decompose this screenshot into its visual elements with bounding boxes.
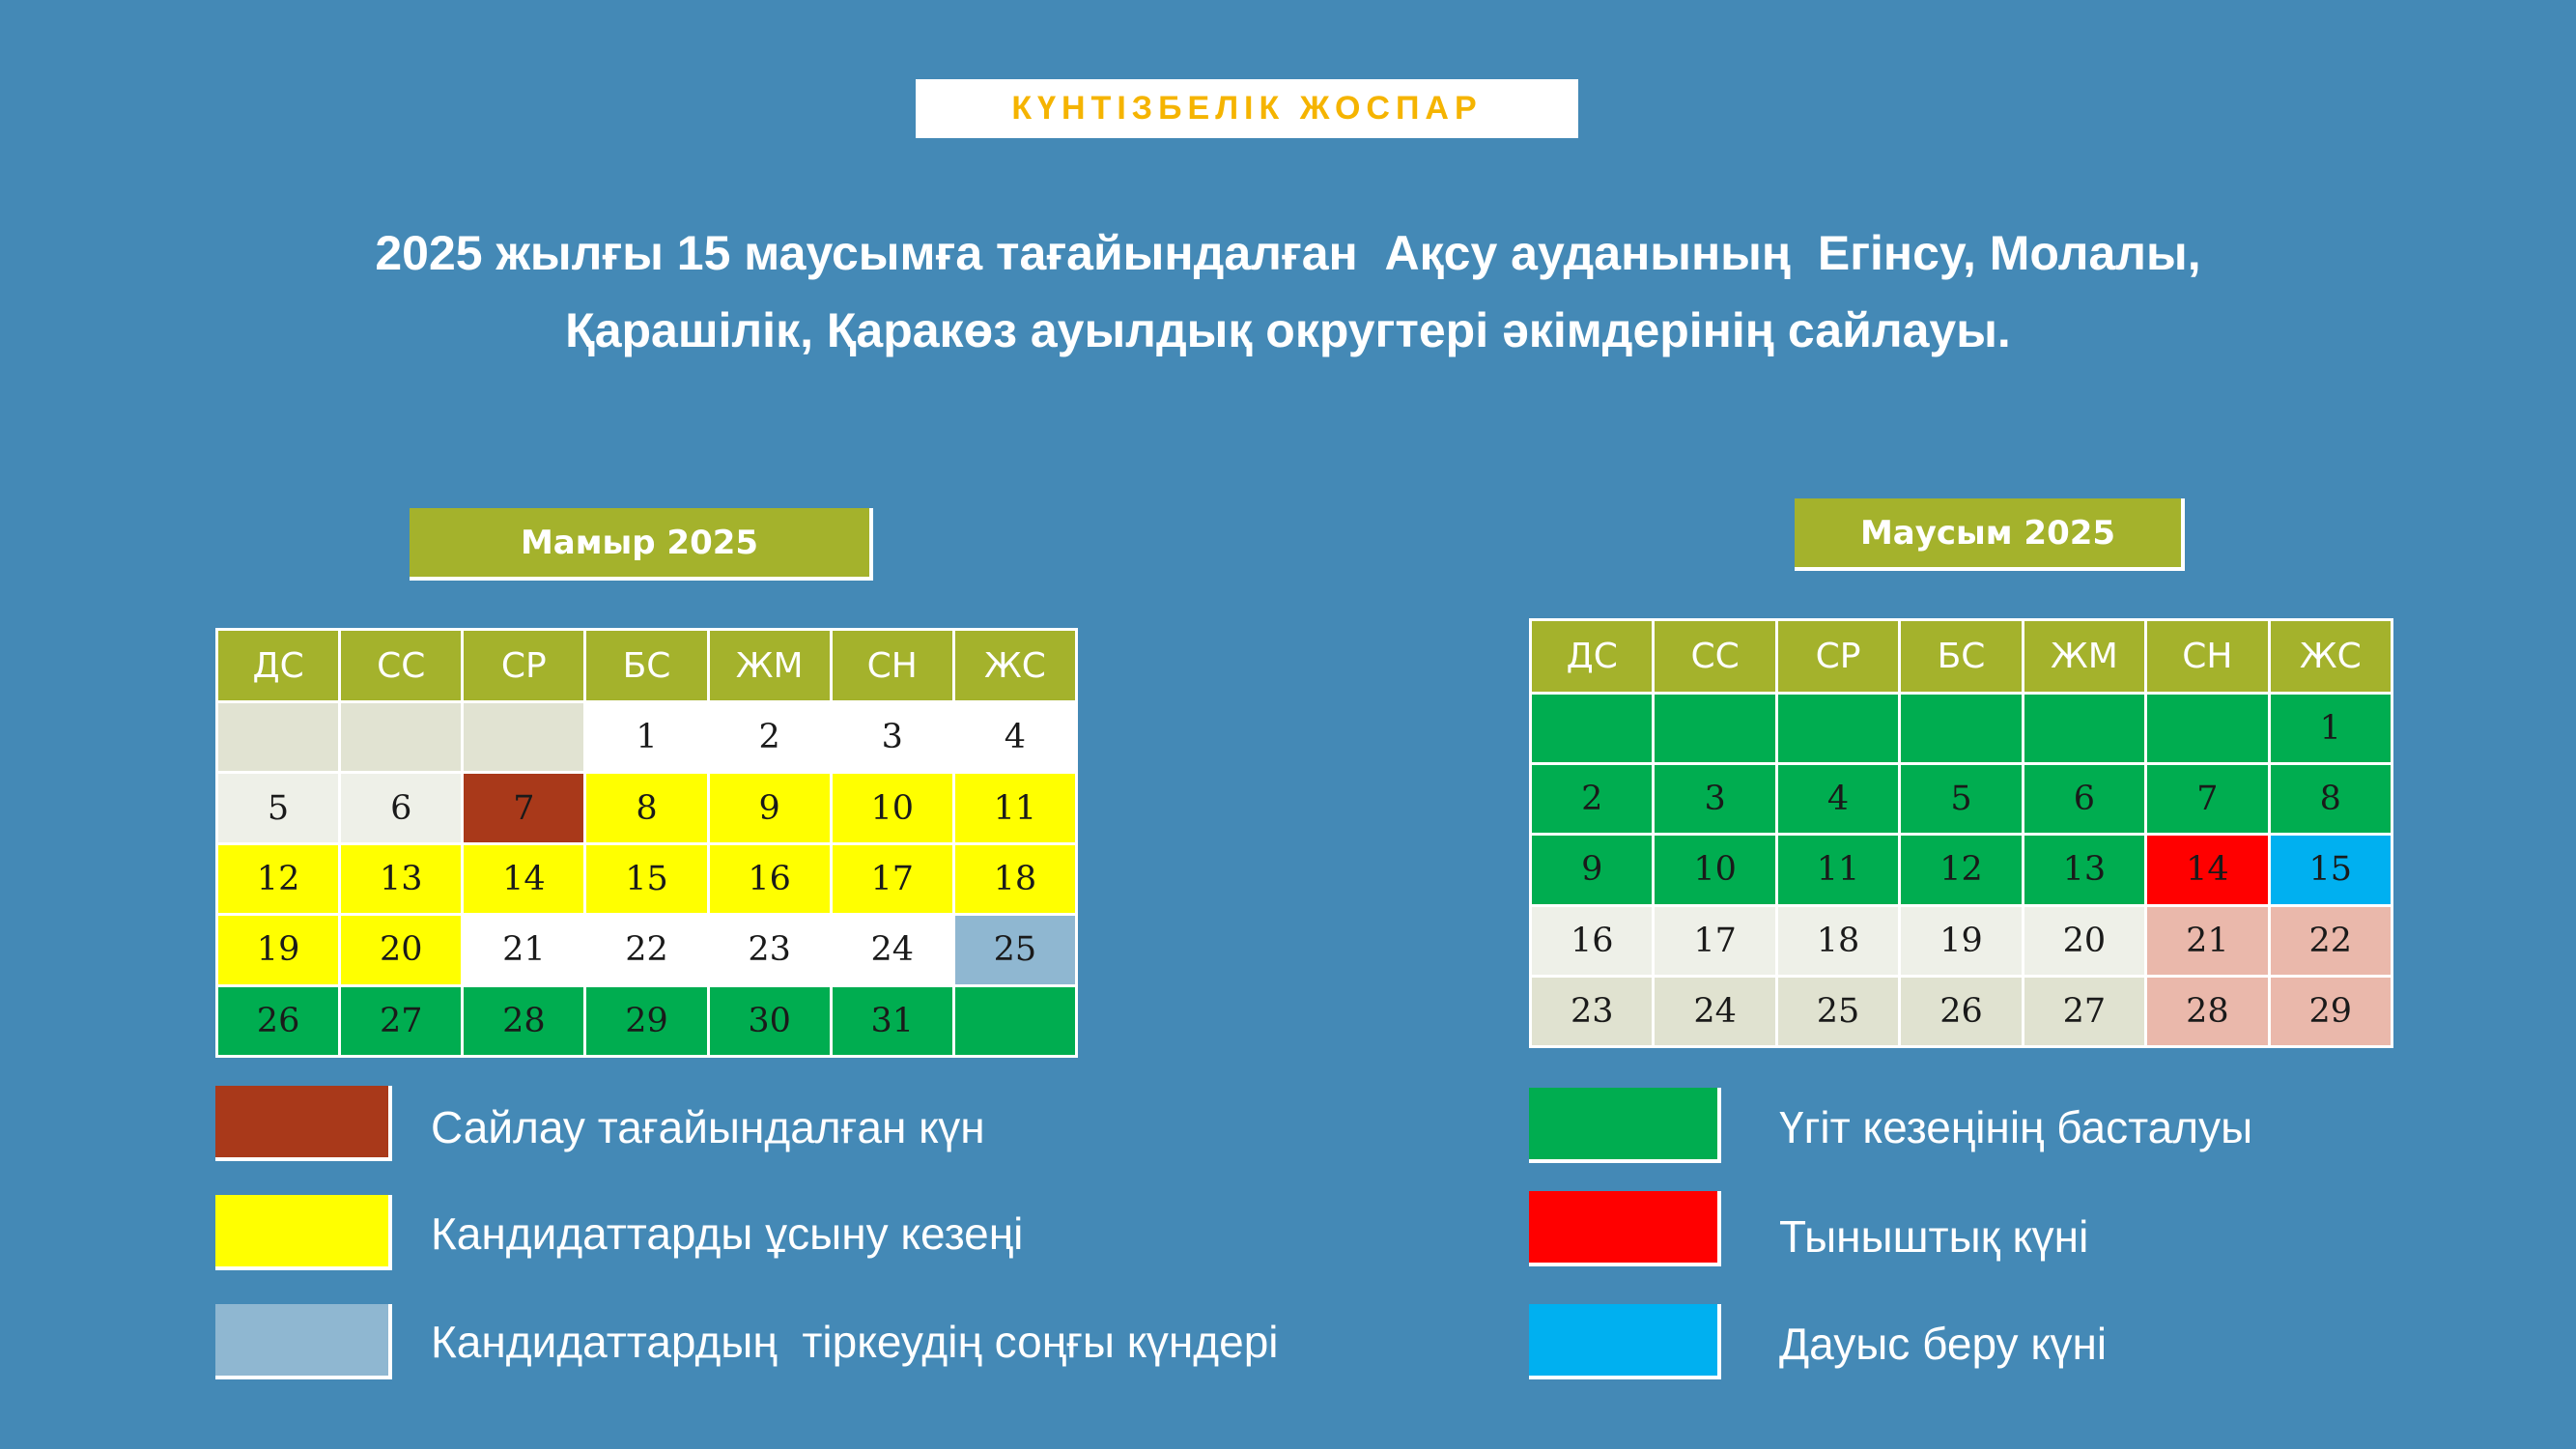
day-cell-19: 19 [1901, 907, 2021, 975]
day-cell-18: 18 [1778, 907, 1898, 975]
weekday-header-бс: БС [1901, 621, 2021, 692]
day-cell-1: 1 [586, 703, 706, 771]
legend-label-nomination-yellow: Кандидаттарды ұсыну кезеңі [431, 1208, 1024, 1259]
empty-day-cell [341, 703, 461, 771]
legend-swatch-registration-lightblue [215, 1304, 392, 1379]
weekday-header-ср: СР [464, 631, 583, 700]
day-cell-26: 26 [218, 987, 338, 1055]
day-cell-9: 9 [1532, 836, 1652, 903]
day-cell-20: 20 [341, 916, 461, 983]
legend-label-campaign-green: Үгіт кезеңінің басталуы [1779, 1102, 2253, 1152]
day-cell-10: 10 [1655, 836, 1774, 903]
day-cell-27: 27 [2024, 978, 2144, 1045]
day-cell-18: 18 [955, 845, 1075, 913]
empty-day-cell [1901, 695, 2021, 762]
legend-swatch-silence-red [1529, 1191, 1721, 1266]
empty-day-cell [1655, 695, 1774, 762]
day-cell-12: 12 [1901, 836, 2021, 903]
day-cell-24: 24 [833, 916, 952, 983]
weekday-header-ср: СР [1778, 621, 1898, 692]
day-cell-3: 3 [1655, 765, 1774, 833]
day-cell-8: 8 [2271, 765, 2391, 833]
day-cell-14: 14 [2147, 836, 2267, 903]
legend-label-registration-lightblue: Кандидаттардың тіркеудің соңғы күндері [431, 1317, 1279, 1367]
day-cell-11: 11 [1778, 836, 1898, 903]
day-cell-31: 31 [833, 987, 952, 1055]
legend-label-silence-red: Тыныштық күні [1779, 1211, 2089, 1262]
day-cell-1: 1 [2271, 695, 2391, 762]
day-cell-2: 2 [1532, 765, 1652, 833]
day-cell-16: 16 [1532, 907, 1652, 975]
june-month-label: Маусым 2025 [1795, 498, 2185, 571]
day-cell-12: 12 [218, 845, 338, 913]
weekday-header-жм: ЖМ [2024, 621, 2144, 692]
legend-swatch-campaign-green [1529, 1088, 1721, 1163]
day-cell-16: 16 [710, 845, 830, 913]
empty-day-cell [1778, 695, 1898, 762]
empty-day-cell [955, 987, 1075, 1055]
day-cell-27: 27 [341, 987, 461, 1055]
day-cell-21: 21 [464, 916, 583, 983]
day-cell-23: 23 [710, 916, 830, 983]
may-month-label: Мамыр 2025 [410, 508, 873, 581]
weekday-header-дс: ДС [1532, 621, 1652, 692]
legend-label-election-day-brown: Сайлау тағайындалған күн [431, 1102, 985, 1152]
page-title [174, 214, 2402, 369]
day-cell-20: 20 [2024, 907, 2144, 975]
day-cell-24: 24 [1655, 978, 1774, 1045]
day-cell-13: 13 [341, 845, 461, 913]
day-cell-10: 10 [833, 774, 952, 841]
title-line-2: Қарашілік, Қаракөз ауылдық округтері әкімдерінің сайлауы. [565, 303, 2011, 357]
day-cell-14: 14 [464, 845, 583, 913]
day-cell-28: 28 [464, 987, 583, 1055]
weekday-header-жс: ЖС [2271, 621, 2391, 692]
weekday-header-жм: ЖМ [710, 631, 830, 700]
day-cell-2: 2 [710, 703, 830, 771]
weekday-header-сн: СН [833, 631, 952, 700]
day-cell-6: 6 [2024, 765, 2144, 833]
day-cell-4: 4 [1778, 765, 1898, 833]
day-cell-22: 22 [586, 916, 706, 983]
weekday-header-бс: БС [586, 631, 706, 700]
june-calendar-grid [1529, 618, 2393, 1048]
day-cell-23: 23 [1532, 978, 1652, 1045]
empty-day-cell [1532, 695, 1652, 762]
weekday-header-сн: СН [2147, 621, 2267, 692]
day-cell-7: 7 [464, 774, 583, 841]
day-cell-29: 29 [586, 987, 706, 1055]
empty-day-cell [218, 703, 338, 771]
legend-swatch-voting-blue [1529, 1304, 1721, 1379]
empty-day-cell [2147, 695, 2267, 762]
day-cell-25: 25 [1778, 978, 1898, 1045]
day-cell-15: 15 [586, 845, 706, 913]
day-cell-6: 6 [341, 774, 461, 841]
calendar-plan-badge: КҮНТІЗБЕЛІК ЖОСПАР [916, 79, 1578, 138]
legend-swatch-nomination-yellow [215, 1195, 392, 1270]
weekday-header-сс: СС [341, 631, 461, 700]
day-cell-17: 17 [833, 845, 952, 913]
day-cell-25: 25 [955, 916, 1075, 983]
day-cell-22: 22 [2271, 907, 2391, 975]
day-cell-21: 21 [2147, 907, 2267, 975]
day-cell-7: 7 [2147, 765, 2267, 833]
day-cell-30: 30 [710, 987, 830, 1055]
legend-swatch-election-day-brown [215, 1086, 392, 1161]
day-cell-17: 17 [1655, 907, 1774, 975]
day-cell-5: 5 [218, 774, 338, 841]
empty-day-cell [464, 703, 583, 771]
day-cell-5: 5 [1901, 765, 2021, 833]
day-cell-11: 11 [955, 774, 1075, 841]
day-cell-26: 26 [1901, 978, 2021, 1045]
day-cell-29: 29 [2271, 978, 2391, 1045]
day-cell-4: 4 [955, 703, 1075, 771]
title-line-1: 2025 жылғы 15 маусымға тағайындалған Ақсу ауданының Егінсу, Молалы, [375, 226, 2201, 280]
day-cell-13: 13 [2024, 836, 2144, 903]
legend-label-voting-blue: Дауыс беру күні [1779, 1319, 2108, 1369]
weekday-header-сс: СС [1655, 621, 1774, 692]
day-cell-28: 28 [2147, 978, 2267, 1045]
may-calendar-grid [215, 628, 1078, 1058]
weekday-header-дс: ДС [218, 631, 338, 700]
day-cell-19: 19 [218, 916, 338, 983]
weekday-header-жс: ЖС [955, 631, 1075, 700]
day-cell-8: 8 [586, 774, 706, 841]
day-cell-9: 9 [710, 774, 830, 841]
day-cell-3: 3 [833, 703, 952, 771]
empty-day-cell [2024, 695, 2144, 762]
day-cell-15: 15 [2271, 836, 2391, 903]
